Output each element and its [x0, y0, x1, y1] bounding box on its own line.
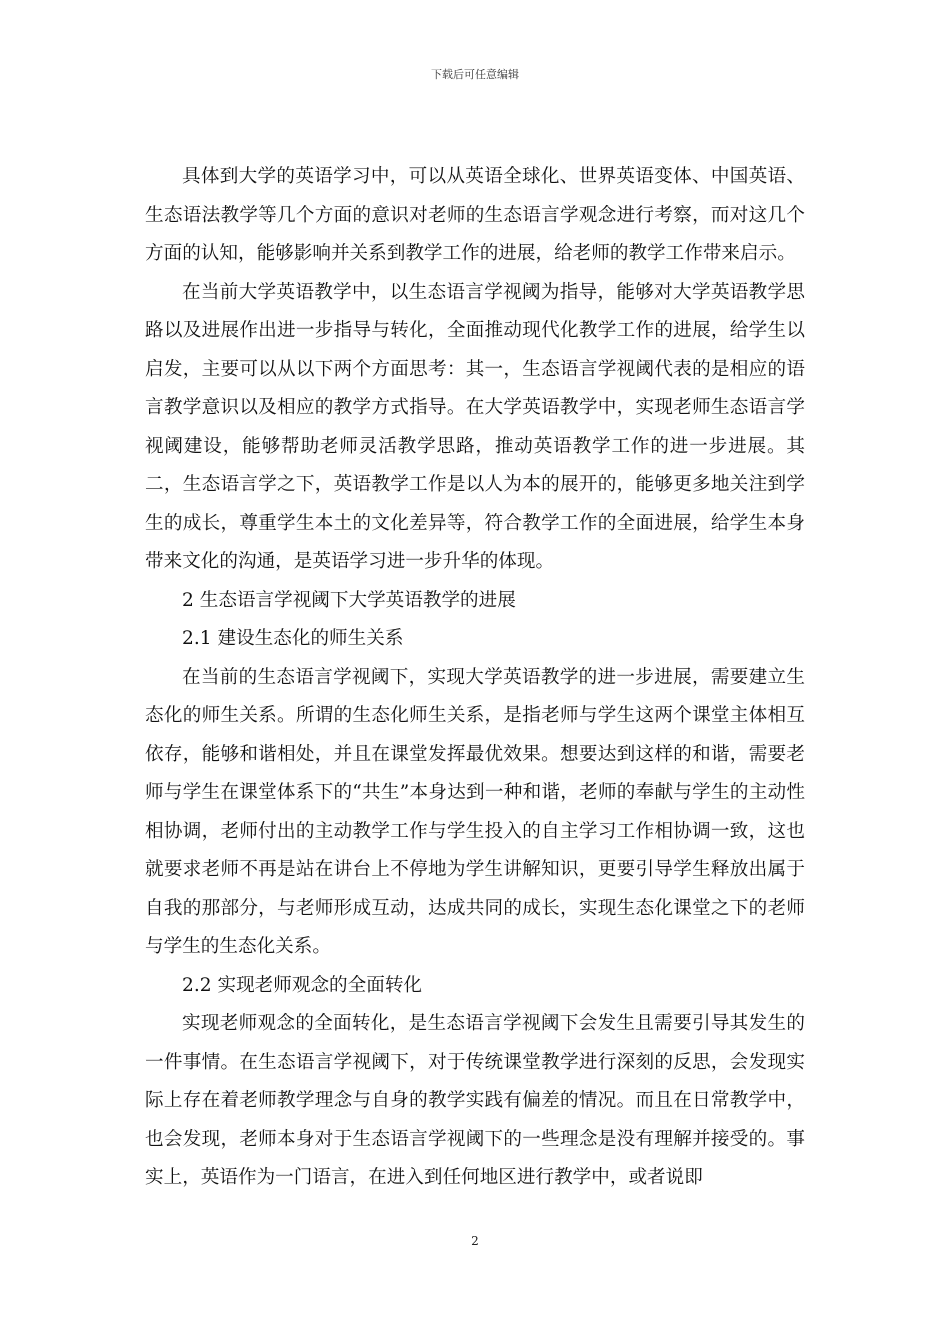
subsection-heading: 2.1 建设生态化的师生关系 [182, 628, 404, 649]
paragraph: 在当前大学英语教学中，以生态语言学视阈为指导，能够对大学英语教学思路以及进展作出进一步指导与转化，全面推动现代化教学工作的进展，给学生以启发，主要可以从以下两个方面思考：其一，生态语言学视阈代表的是相应的语言教学意识以及相应的教学方式指导。在大学英语教学中，实现老师生态语言学视阈建设，能够帮助老师灵活教学思路，推动英语教学工作的进一步进展。其二，生态语言学之下，英语教学工作是以人为本的展开的，能够更多地关注到学生的成长，尊重学生本土的文化差异等，符合教学工作的全面进展，给学生本身带来文化的沟通，是英语学习进一步升华的体现。 [145, 281, 805, 572]
paragraph: 具体到大学的英语学习中，可以从英语全球化、世界英语变体、中国英语、生态语法教学等几个方面的意识对老师的生态语言学观念进行考察，而对这几个方面的认知，能够影响并关系到教学工作的进展，给老师的教学工作带来启示。 [145, 166, 805, 264]
document-body [145, 158, 805, 1198]
paragraph: 在当前的生态语言学视阈下，实现大学英语教学的进一步进展，需要建立生态化的师生关系。所谓的生态化师生关系，是指老师与学生这两个课堂主体相互依存，能够和谐相处，并且在课堂发挥最优效果。想要达到这样的和谐，需要老师与学生在课堂体系下的“共生”本身达到一种和谐，老师的奉献与学生的主动性相协调，老师付出的主动教学工作与学生投入的自主学习工作相协调一致，这也就要求老师不再是站在讲台上不停地为学生讲解知识，更要引导学生释放出属于自我的那部分，与老师形成互动，达成共同的成长，实现生态化课堂之下的老师与学生的生态化关系。 [145, 666, 805, 957]
page-number: 2 [471, 1234, 479, 1248]
page-header: 下载后可任意编辑 [431, 68, 519, 81]
section-heading: 2 生态语言学视阈下大学英语教学的进展 [182, 589, 516, 611]
paragraph: 实现老师观念的全面转化，是生态语言学视阈下会发生且需要引导其发生的一件事情。在生态语言学视阈下，对于传统课堂教学进行深刻的反思，会发现实际上存在着老师教学理念与自身的教学实践有偏差的情况。而且在日常教学中，也会发现，老师本身对于生态语言学视阈下的一些理念是没有理解并接受的。事实上，英语作为一门语言，在进入到任何地区进行教学中，或者说即 [145, 1013, 805, 1188]
subsection-heading: 2.2 实现老师观念的全面转化 [182, 974, 423, 996]
